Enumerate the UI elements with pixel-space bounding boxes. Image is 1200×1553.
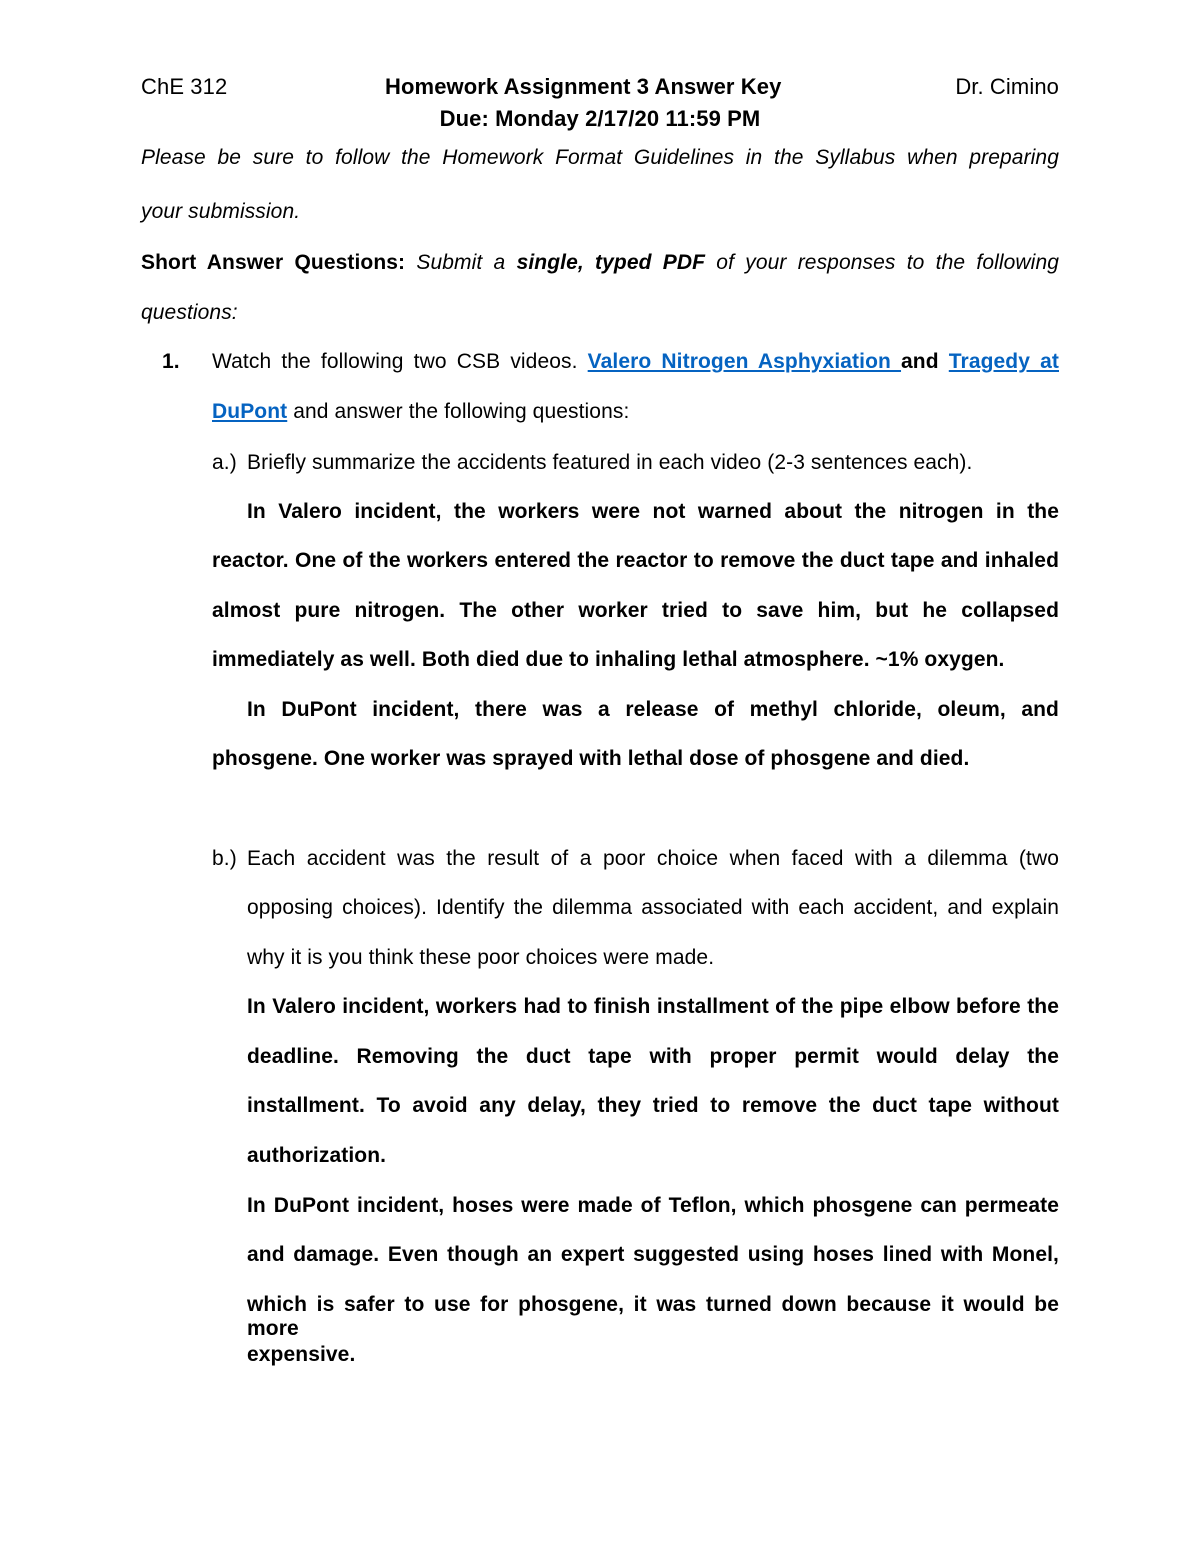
- question-number: 1.: [162, 350, 180, 373]
- course-code: ChE 312: [141, 74, 228, 99]
- intro-line-2: your submission.: [141, 200, 301, 223]
- part-b-answer-1-line-2: deadline. Removing the duct tape with proper permit would delay the: [247, 1045, 1059, 1068]
- question-1-and: and: [901, 350, 939, 373]
- part-b-answer-2-line-2: and damage. Even though an expert suggested using hoses lined with Monel,: [247, 1243, 1059, 1266]
- part-b-answer-1-line-3: installment. To avoid any delay, they tried to remove the duct tape without: [247, 1094, 1059, 1117]
- short-answer-instructions: [141, 251, 1059, 275]
- part-a-answer-1-line-2: reactor. One of the workers entered the reactor to remove the duct tape and inhaled: [212, 549, 1059, 572]
- question-1-line-2: [212, 400, 629, 424]
- question-1-line-1: [212, 350, 1059, 374]
- due-date: Due: Monday 2/17/20 11:59 PM: [439, 106, 761, 131]
- question-1-outro: and answer the following questions:: [293, 400, 630, 423]
- part-b-question-line-3: why it is you think these poor choices were made.: [247, 946, 715, 969]
- dupont-video-link-part-1[interactable]: Tragedy at: [948, 350, 1059, 373]
- part-b-question-line-2: opposing choices). Identify the dilemma associated with each accident, and explain: [247, 896, 1059, 919]
- part-b-answer-2-line-1: In DuPont incident, hoses were made of Teflon, which phosgene can permeate: [247, 1194, 1059, 1217]
- part-a-label: a.): [212, 451, 237, 474]
- part-a-answer-2-line-1: In DuPont incident, there was a release of methyl chloride, oleum, and: [247, 698, 1059, 721]
- dupont-video-link-part-2[interactable]: DuPont: [212, 400, 288, 423]
- part-a-answer-1-line-3: almost pure nitrogen. The other worker tried to save him, but he collapsed: [212, 599, 1059, 622]
- valero-video-link[interactable]: Valero Nitrogen Asphyxiation: [587, 350, 902, 373]
- part-a-answer-1-line-1: In Valero incident, the workers were not warned about the nitrogen in the: [247, 500, 1059, 523]
- part-b-answer-2-line-3: which is safer to use for phosgene, it was turned down because it would be more: [247, 1293, 1059, 1340]
- part-a-answer-2-line-2: phosgene. One worker was sprayed with lethal dose of phosgene and died.: [212, 747, 970, 770]
- part-b-answer-1-line-1: In Valero incident, workers had to finish installment of the pipe elbow before the: [247, 995, 1059, 1018]
- short-answer-emphasis: single, typed PDF: [516, 251, 706, 274]
- short-answer-text-2: of your responses to the following: [716, 251, 1059, 274]
- document-title: Homework Assignment 3 Answer Key: [385, 74, 782, 99]
- part-a-answer-1-line-4: immediately as well. Both died due to inhaling lethal atmosphere. ~1% oxygen.: [212, 648, 1005, 671]
- part-b-answer-1-line-4: authorization.: [247, 1144, 387, 1167]
- part-a-question: Briefly summarize the accidents featured in each video (2-3 sentences each).: [247, 451, 973, 474]
- question-1-intro: Watch the following two CSB videos.: [212, 350, 578, 373]
- short-answer-label: Short Answer Questions:: [141, 251, 406, 274]
- short-answer-line-2: questions:: [141, 301, 238, 324]
- short-answer-text-1: Submit a: [416, 251, 506, 274]
- instructor-name: Dr. Cimino: [955, 74, 1059, 99]
- part-b-question-line-1: Each accident was the result of a poor choice when faced with a dilemma (two: [247, 847, 1059, 870]
- intro-line-1: Please be sure to follow the Homework Format Guidelines in the Syllabus when preparing: [141, 146, 1059, 169]
- part-b-answer-2-line-4: expensive.: [247, 1343, 356, 1366]
- part-b-label: b.): [212, 847, 237, 870]
